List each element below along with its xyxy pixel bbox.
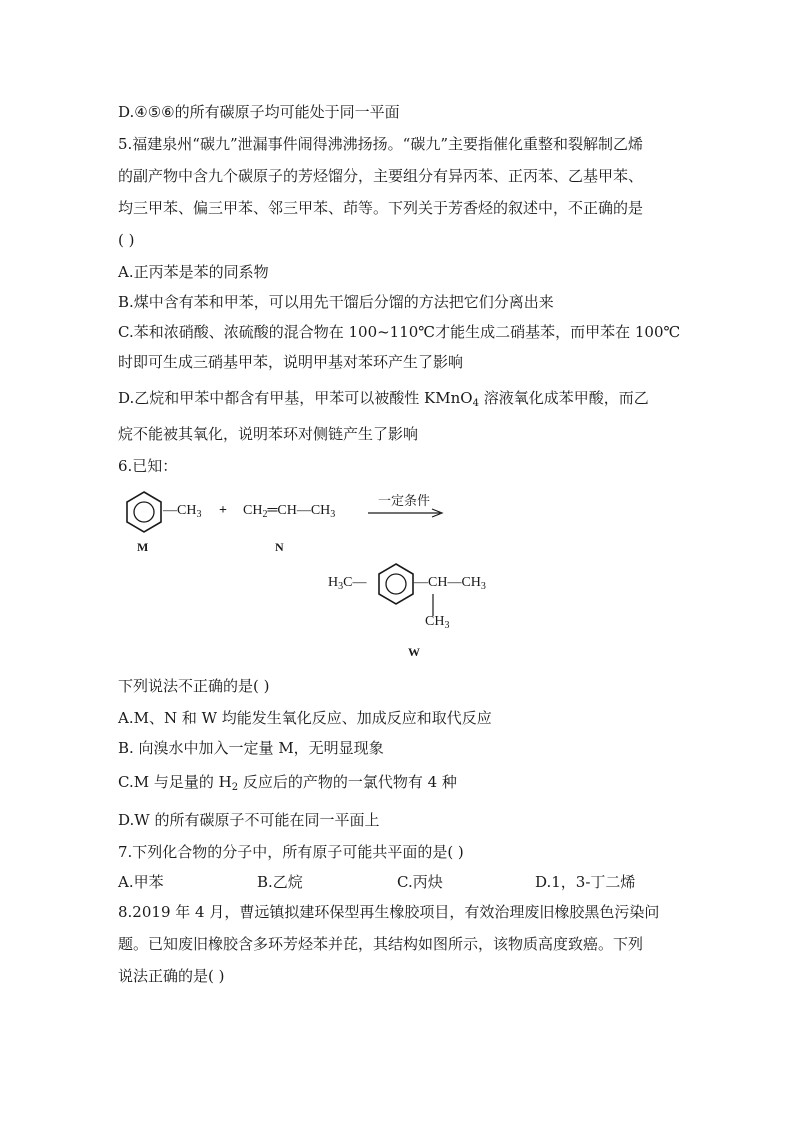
question-8-line-2: 题。已知废旧橡胶含多环芳烃苯并芘，其结构如图所示，该物质高度致癌。下列 xyxy=(118,935,644,953)
q6-option-c xyxy=(118,772,457,798)
reaction-arrow-icon xyxy=(368,508,448,518)
q5-option-a: A.正丙苯是苯的同系物 xyxy=(118,263,269,281)
label-m: M xyxy=(137,540,149,554)
q6-c-text-b: 反应后的产物的一氯代物有 4 种 xyxy=(238,773,457,791)
label-n: N xyxy=(275,540,284,554)
question-8-line-1: 8.2019 年 4 月，曹远镇拟建环保型再生橡胶项目，有效治理废旧橡胶黑色污染问 xyxy=(118,903,660,921)
benzene-ring-m xyxy=(124,490,164,534)
plus-sign: + xyxy=(219,503,227,518)
line-option-d-prev: D.④⑤⑥的所有碳原子均可能处于同一平面 xyxy=(118,103,400,121)
w-isopropyl-group: $—CH—CH_3$ xyxy=(414,575,486,592)
question-5-bracket: ( ) xyxy=(118,231,135,249)
question-7-stem: 7.下列化合物的分子中，所有原子可能共平面的是( ) xyxy=(118,843,464,861)
m-methyl-group: $—CH_3$ xyxy=(163,503,202,520)
question-6-prompt: 下列说法不正确的是( ) xyxy=(118,677,270,695)
q5-option-d-line-1 xyxy=(118,388,649,414)
q5-option-c-line-2: 时即可生成三硝基甲苯，说明甲基对苯环产生了影响 xyxy=(118,353,464,371)
q5-d-subscript: 4 xyxy=(472,398,479,409)
q6-option-b: B. 向溴水中加入一定量 M，无明显现象 xyxy=(118,739,384,757)
w-lower-methyl: $CH_3$ xyxy=(425,614,450,631)
n-formula: $CH_2═CH—CH_3$ xyxy=(243,503,336,520)
q6-option-a: A.M、N 和 W 均能发生氧化反应、加成反应和取代反应 xyxy=(118,709,492,727)
question-8-line-3: 说法正确的是( ) xyxy=(118,967,225,985)
question-5-line-3: 均三甲苯、偏三甲苯、邻三甲苯、茚等。下列关于芳香烃的叙述中，不正确的是 xyxy=(118,199,644,217)
q5-option-c-line-1: C.苯和浓硝酸、浓硫酸的混合物在 100~110℃才能生成二硝基苯，而甲苯在 100℃ xyxy=(118,323,681,341)
q5-d-text-b: 溶液氧化成苯甲酸，而乙 xyxy=(478,389,649,407)
w-left-methyl: $H_3C—$ xyxy=(328,575,367,592)
question-5-line-2: 的副产物中含九个碳原子的芳烃馏分，主要组分有异丙苯、正丙苯、乙基甲苯、 xyxy=(118,167,644,185)
q7-option-b: B.乙烷 xyxy=(257,873,303,891)
benzene-ring-w xyxy=(376,562,416,606)
q6-option-d: D.W 的所有碳原子不可能在同一平面上 xyxy=(118,811,380,829)
reaction-condition: 一定条件 xyxy=(378,493,431,508)
q6-c-subscript: 2 xyxy=(231,782,239,793)
q7-option-a: A.甲苯 xyxy=(118,873,164,891)
question-6-stem: 6.已知： xyxy=(118,457,178,475)
q5-d-text-a: D.乙烷和甲苯中都含有甲基，甲苯可以被酸性 KMnO xyxy=(118,389,473,407)
label-w: W xyxy=(408,645,420,659)
q5-option-d-line-2: 烷不能被其氧化，说明苯环对侧链产生了影响 xyxy=(118,425,419,443)
q7-option-c: C.丙炔 xyxy=(397,873,443,891)
q7-option-d: D.1，3-丁二烯 xyxy=(535,873,636,891)
q6-c-text-a: C.M 与足量的 H xyxy=(118,773,232,791)
q5-option-b: B.煤中含有苯和甲苯，可以用先干馏后分馏的方法把它们分离出来 xyxy=(118,293,554,311)
question-5-line-1: 5.福建泉州“碳九”泄漏事件闹得沸沸扬扬。“碳九”主要指催化重整和裂解制乙烯 xyxy=(118,135,643,153)
